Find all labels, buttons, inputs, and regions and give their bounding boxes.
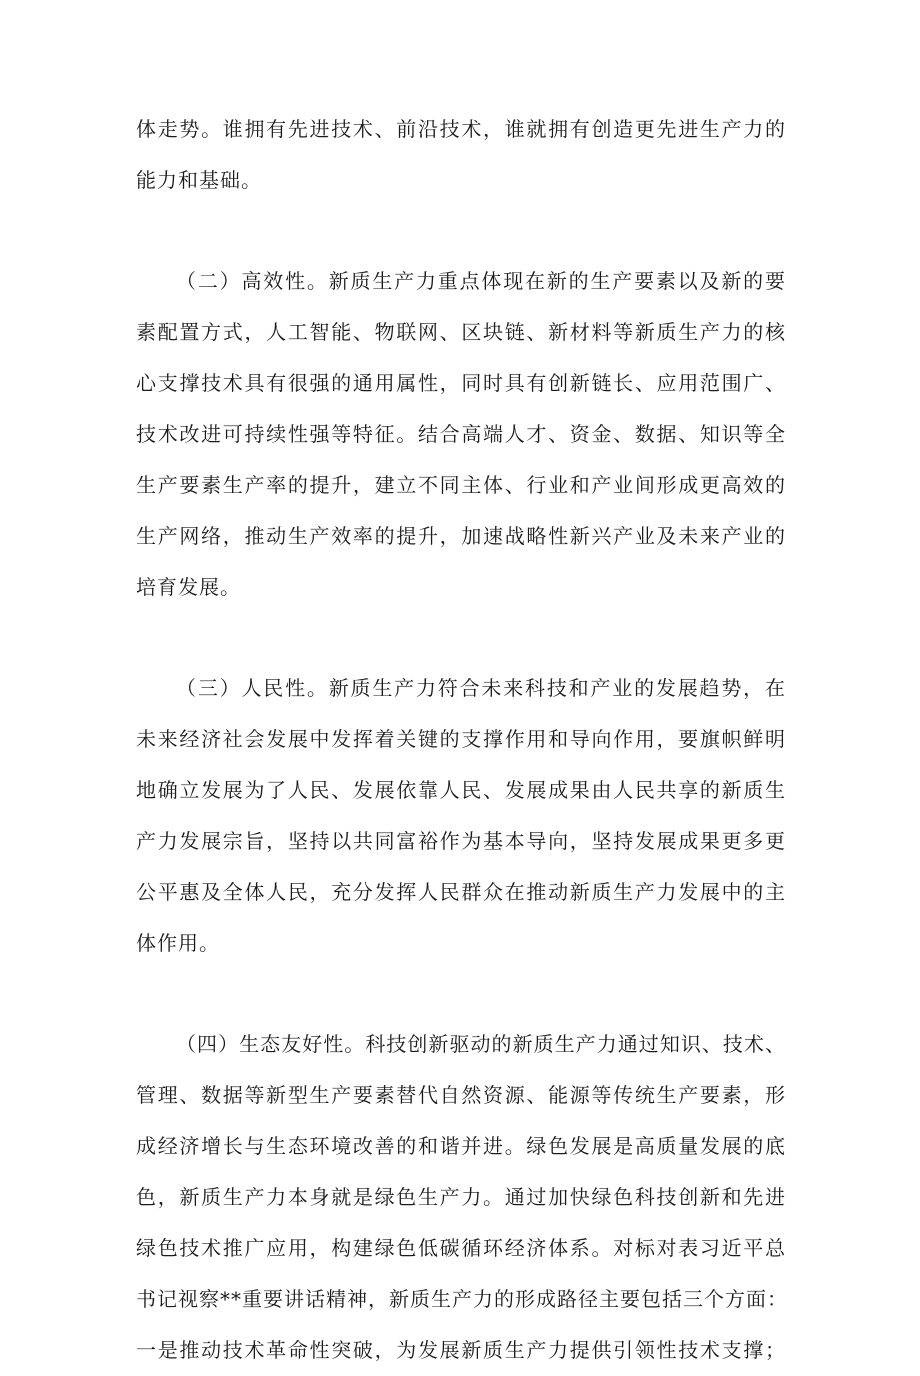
- paragraph-efficiency: [136, 256, 786, 613]
- text-line: 书记视察**重要讲话精神，新质生产力的形成路径主要包括三个方面：: [136, 1287, 788, 1311]
- document-body: [136, 104, 786, 1376]
- text-line: 未来经济社会发展中发挥着关键的支撑作用和导向作用，要旗帜鲜明: [136, 727, 786, 751]
- text-line: 生产网络，推动生产效率的提升，加速战略性新兴产业及未来产业的: [136, 524, 786, 548]
- text-line: （四）生态友好性。科技创新驱动的新质生产力通过知识、技术、: [176, 1032, 786, 1056]
- text-line: 培育发展。: [136, 575, 241, 599]
- text-line: 地确立发展为了人民、发展依靠人民、发展成果由人民共享的新质生: [136, 778, 786, 802]
- text-line: 公平惠及全体人民，充分发挥人民群众在推动新质生产力发展中的主: [136, 880, 786, 904]
- text-line: （三）人民性。新质生产力符合未来科技和产业的发展趋势，在: [176, 676, 786, 700]
- text-line: （二）高效性。新质生产力重点体现在新的生产要素以及新的要: [176, 269, 786, 293]
- text-line: 能力和基础。: [136, 168, 262, 192]
- text-line: 成经济增长与生态环境改善的和谐并进。绿色发展是高质量发展的底: [136, 1134, 786, 1158]
- paragraph-continuation: [136, 104, 786, 206]
- text-line: 生产要素生产率的提升，建立不同主体、行业和产业间形成更高效的: [136, 473, 786, 497]
- text-line: 色，新质生产力本身就是绿色生产力。通过加快绿色科技创新和先进: [136, 1185, 786, 1209]
- text-line: 管理、数据等新型生产要素替代自然资源、能源等传统生产要素，形: [136, 1083, 786, 1107]
- text-line: 体作用。: [136, 931, 220, 955]
- paragraph-eco-friendly: [136, 1019, 786, 1376]
- text-line: 素配置方式，人工智能、物联网、区块链、新材料等新质生产力的核: [136, 320, 786, 344]
- text-line: 产力发展宗旨，坚持以共同富裕作为基本导向，坚持发展成果更多更: [136, 829, 786, 853]
- paragraph-people-oriented: [136, 663, 786, 969]
- text-line: 技术改进可持续性强等特征。结合高端人才、资金、数据、知识等全: [136, 422, 786, 446]
- text-line: 体走势。谁拥有先进技术、前沿技术，谁就拥有创造更先进生产力的: [136, 117, 786, 141]
- text-line: 一是推动技术革命性突破，为发展新质生产力提供引领性技术支撑；: [136, 1338, 786, 1362]
- text-line: 绿色技术推广应用，构建绿色低碳循环经济体系。对标对表习近平总: [136, 1236, 786, 1260]
- text-line: 心支撑技术具有很强的通用属性，同时具有创新链长、应用范围广、: [136, 371, 786, 395]
